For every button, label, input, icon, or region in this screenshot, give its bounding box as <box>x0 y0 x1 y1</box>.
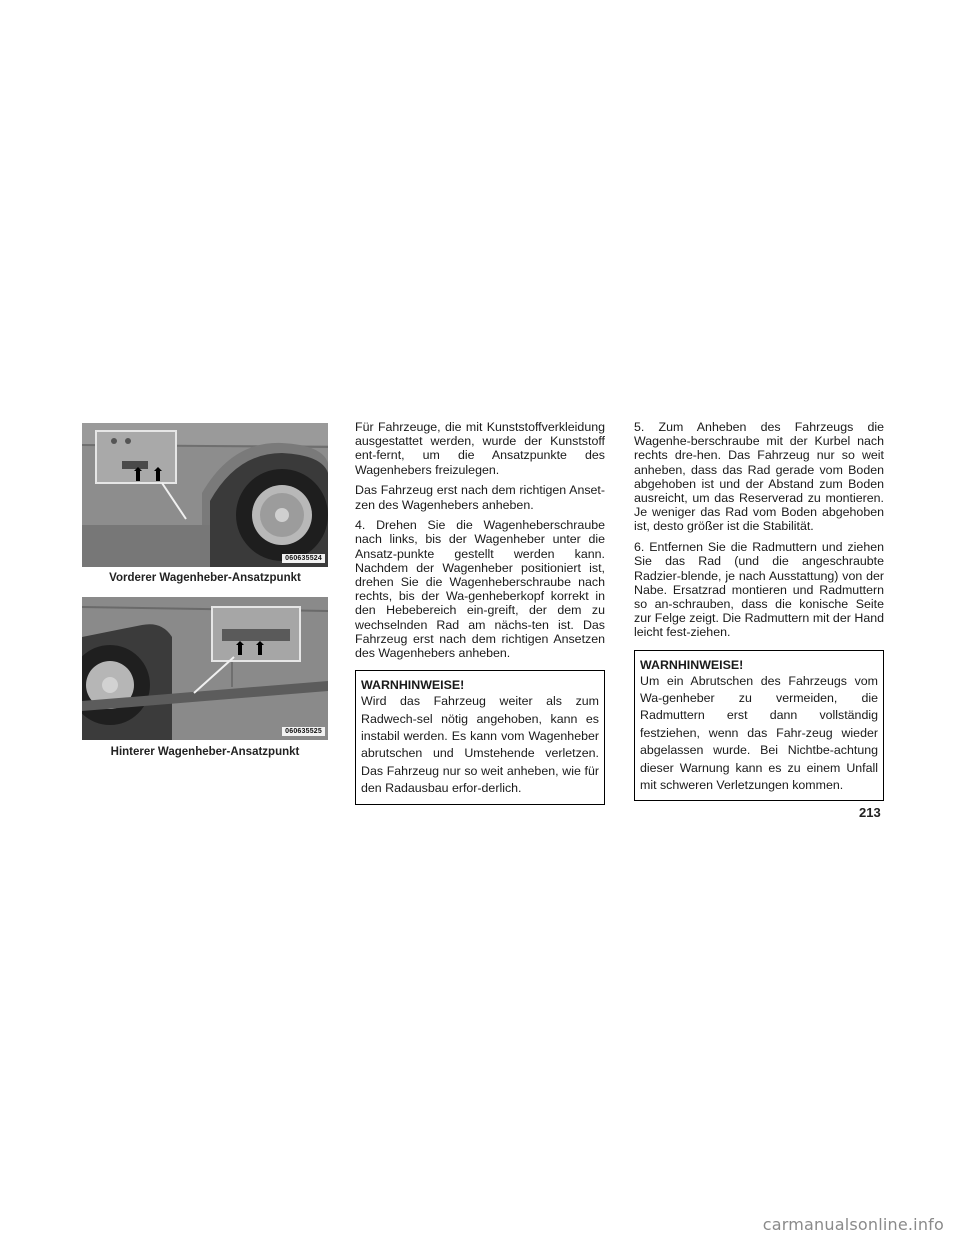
figure-caption: Hinterer Wagenheber-Ansatzpunkt <box>110 746 300 758</box>
warning-title: WARNHINWEISE! <box>640 657 744 672</box>
paragraph: 4. Drehen Sie die Wagenheberschraube nach links, bis der Wagenheber unter die Ansatz-punkte gestellt werden kann. Nachdem der Wagenheber positioniert ist, drehen Sie die Wagenheberschraube nach rechts, bis der Wa-genheberkopf korrekt in den Hebebereich ein-greift, der dem zu wechselnden Rad am nächs-ten ist. Das Fahrzeug erst nach dem richtigen Ansetzen des Wagenhebers anheben. <box>355 518 605 661</box>
paragraph: 5. Zum Anheben des Fahrzeugs die Wagenhe-berschraube mit der Kurbel nach rechts dre-hen. Das Fahrzeug nur so weit anheben, dass das Rad gerade vom Boden abgehoben ist und der Abstand zum Boden ausreicht, um das Reserverad zu montieren. Je weniger das Rad vom Boden abgehoben ist, desto größer ist die Stabilität. <box>634 420 884 534</box>
paragraph: Für Fahrzeuge, die mit Kunststoffverkleidung ausgestattet werden, wurde der Kunststoff ent-fernt, um die Ansatzpunkte des Wagenhebers freizulegen. <box>355 420 605 477</box>
rear-jack-point-figure <box>82 597 328 740</box>
warning-box <box>634 650 884 802</box>
warning-title: WARNHINWEISE! <box>361 678 465 693</box>
watermark: carmanualsonline.info <box>762 1215 944 1234</box>
figure-caption: Vorderer Wagenheber-Ansatzpunkt <box>109 572 301 584</box>
front-jack-point-figure <box>82 423 328 567</box>
warning-box <box>355 670 605 804</box>
figure-code: 060635525 <box>282 727 325 736</box>
page-number: 213 <box>859 805 881 820</box>
warning-text: Um ein Abrutschen des Fahrzeugs vom Wa-genheber zu vermeiden, die Radmuttern erst dann vollständig festziehen, wenn das Fahr-zeug wieder abgelassen wurde. Bei Nichtbe-achtung dieser Warnung kann es zu einem Unfall mit schweren Verletzungen kommen. <box>640 673 878 792</box>
middle-text-column <box>355 420 605 805</box>
paragraph: 6. Entfernen Sie die Radmuttern und ziehen Sie das Rad (und die angeschraubte Radzier-blende, je nach Ausstattung) von der Nabe. Ersatzrad montieren und Radmuttern so an-schrauben, dass die konische Seite zur Felge zeigt. Die Radmuttern mit der Hand leicht fest-ziehen. <box>634 540 884 640</box>
front-jack-point-illustration <box>82 423 328 567</box>
paragraph: Das Fahrzeug erst nach dem richtigen Anset-zen des Wagenhebers anheben. <box>355 483 605 512</box>
figure-code: 060635524 <box>282 554 325 563</box>
right-text-column <box>634 420 884 801</box>
warning-text: Wird das Fahrzeug weiter als zum Radwech-sel nötig angehoben, kann es instabil werden. Es kann vom Wagenheber abrutschen und Umstehende verletzen. Das Fahrzeug nur so weit anheben, wie für den Radausbau erfor-derlich. <box>361 694 599 796</box>
rear-jack-point-illustration <box>82 597 328 740</box>
